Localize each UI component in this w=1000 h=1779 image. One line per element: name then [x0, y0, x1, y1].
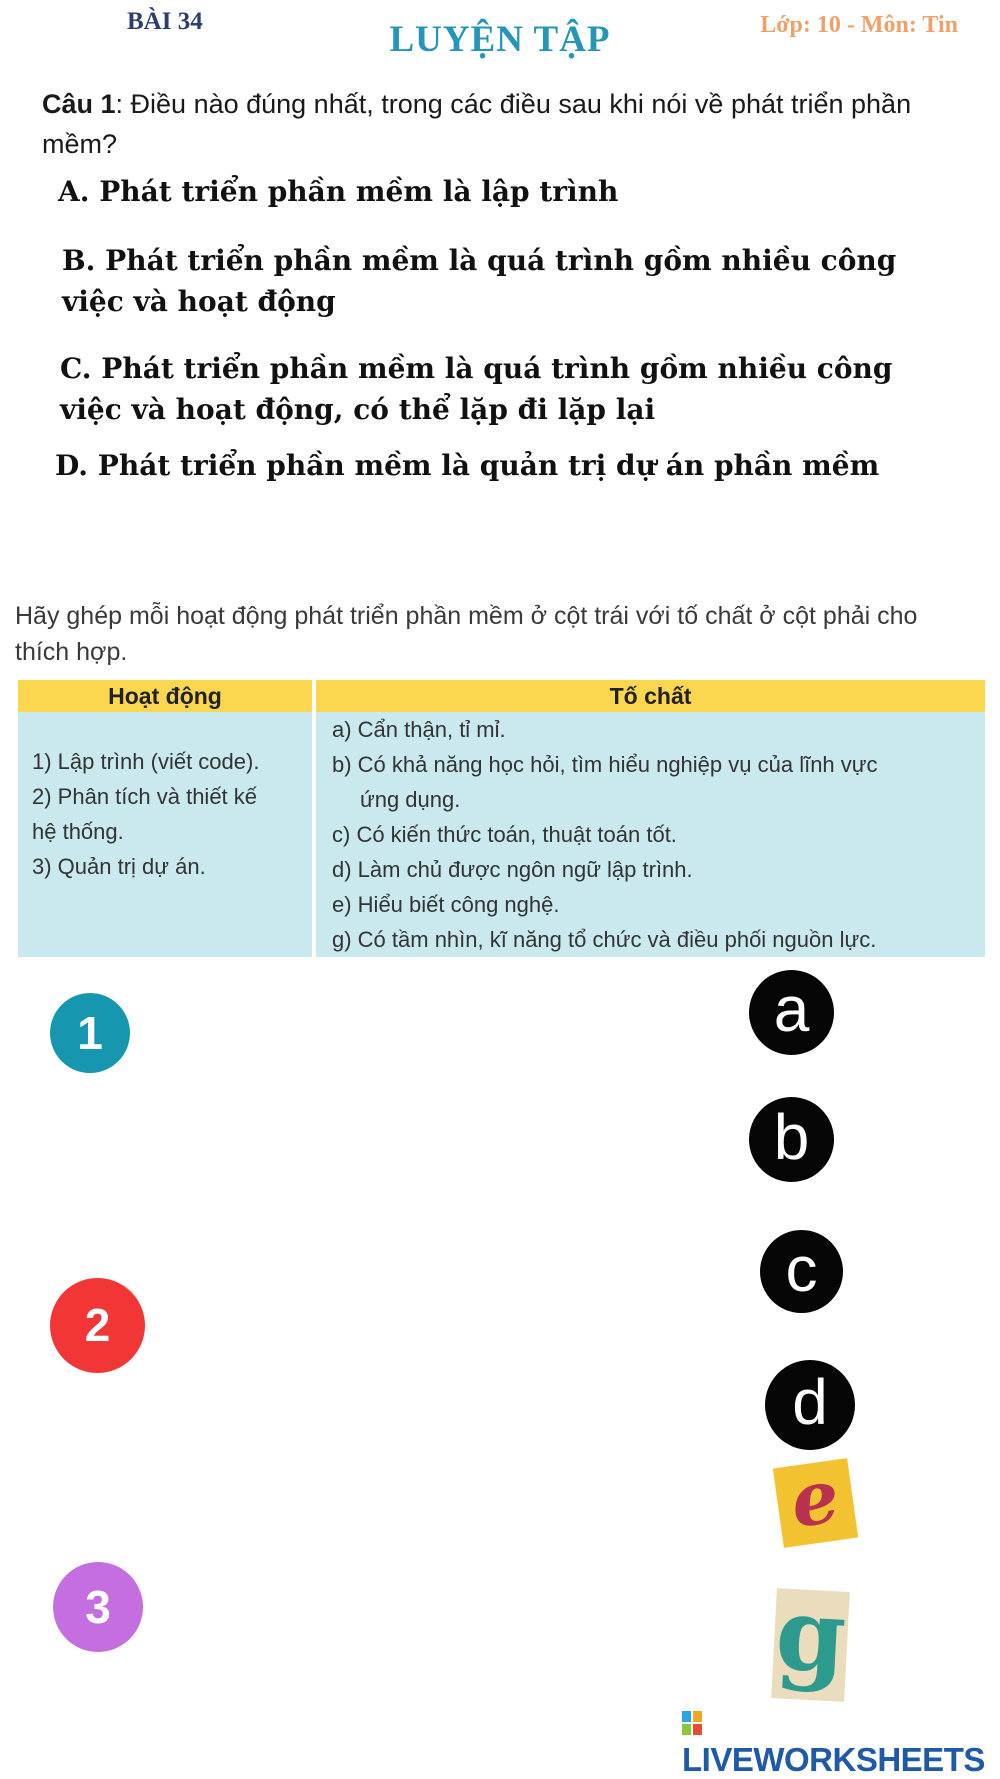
- activity-1: 1) Lập trình (viết code).: [32, 749, 260, 774]
- match-dot-1[interactable]: 1: [50, 993, 130, 1073]
- quality-d: d) Làm chủ được ngôn ngữ lập trình.: [332, 857, 693, 882]
- option-d[interactable]: D. Phát triển phần mềm là quản trị dự án phần mềm: [55, 449, 880, 482]
- option-b[interactable]: B. Phát triển phần mềm là quá trình gồm nhiều công việc và hoạt động: [62, 244, 897, 318]
- quality-g: g) Có tầm nhìn, kĩ năng tổ chức và điều phối nguồn lực.: [332, 927, 877, 952]
- option-c[interactable]: C. Phát triển phần mềm là quá trình gồm nhiều công việc và hoạt động, có thể lặp đi lặp lại: [60, 352, 893, 426]
- quality-c: c) Có kiến thức toán, thuật toán tốt.: [332, 822, 677, 847]
- logo-text: LIVEWORKSHEETS: [682, 1741, 985, 1778]
- lesson-number: BÀI 34: [127, 8, 203, 35]
- quality-b-cont: ứng dụng.: [360, 787, 461, 812]
- grade-subject: Lớp: 10 - Môn: Tin: [760, 12, 958, 38]
- activity-3: 3) Quản trị dự án.: [32, 854, 206, 879]
- matching-table: [18, 680, 985, 957]
- quality-e: e) Hiểu biết công nghệ.: [332, 892, 560, 917]
- question-1-label: Câu 1: [42, 89, 116, 119]
- qualities-cell: [314, 712, 985, 957]
- activity-2: 2) Phân tích và thiết kế: [32, 784, 258, 809]
- match-dot-2[interactable]: 2: [50, 1278, 145, 1373]
- quality-a: a) Cẩn thận, tỉ mỉ.: [332, 717, 506, 742]
- match-dot-a[interactable]: a: [749, 970, 834, 1055]
- option-a[interactable]: A. Phát triển phần mềm là lập trình: [58, 175, 619, 208]
- match-dot-3[interactable]: 3: [53, 1562, 143, 1652]
- liveworksheets-logo-icon: [682, 1711, 704, 1737]
- question-1-text: : Điều nào đúng nhất, trong các điều sau khi nói về phát triển phần mềm?: [42, 89, 912, 159]
- question-1: [42, 84, 962, 164]
- liveworksheets-logo: [682, 1703, 1000, 1779]
- activities-cell: [18, 712, 314, 957]
- match-dot-c[interactable]: c: [760, 1230, 843, 1313]
- header-quality: Tố chất: [314, 680, 985, 712]
- quality-b: b) Có khả năng học hỏi, tìm hiểu nghiệp vụ của lĩnh vực: [332, 752, 878, 777]
- header-activity: Hoạt động: [18, 680, 314, 712]
- activity-2-cont: hệ thống.: [32, 819, 124, 844]
- match-dot-b[interactable]: b: [749, 1097, 834, 1182]
- match-dot-d[interactable]: d: [765, 1360, 855, 1450]
- matching-instruction: Hãy ghép mỗi hoạt động phát triển phần mềm ở cột trái với tố chất ở cột phải cho thích hợp.: [15, 602, 918, 666]
- match-dot-g[interactable]: g: [771, 1588, 850, 1702]
- match-dot-e[interactable]: e: [773, 1458, 858, 1548]
- page-title: LUYỆN TẬP: [389, 19, 611, 60]
